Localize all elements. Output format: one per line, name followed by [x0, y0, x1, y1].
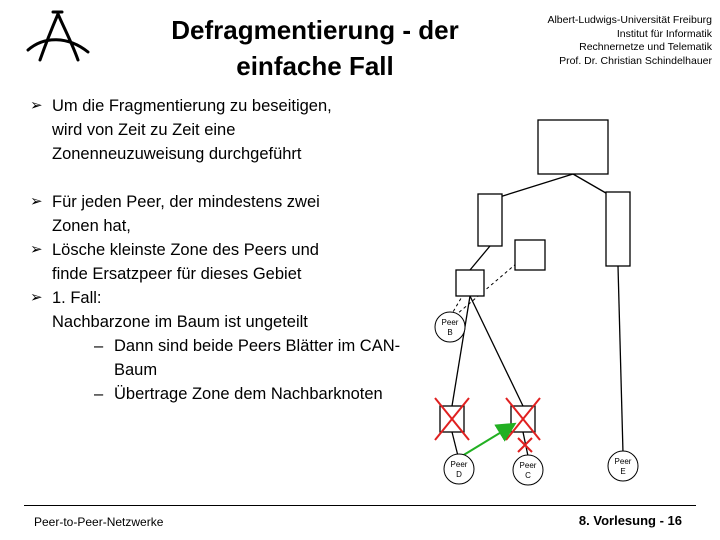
bullet-text-line: Für jeden Peer, der mindestens zwei — [52, 193, 320, 211]
svg-text:B: B — [447, 328, 453, 337]
arrow-bullet-icon: ➢ — [30, 289, 43, 306]
bullet-text-line: finde Ersatzpeer für dieses Gebiet — [52, 265, 302, 283]
bullet-item — [30, 94, 410, 166]
svg-text:Peer: Peer — [441, 318, 459, 327]
svg-text:C: C — [525, 471, 531, 480]
bullet-text-line: Um die Fragmentierung zu beseitigen, — [52, 97, 332, 115]
can-tree-diagram — [420, 110, 720, 500]
institution-line: Rechnernetze und Telematik — [579, 41, 712, 53]
sub-bullet-text-line: Dann sind beide Peers Blätter im CAN- — [114, 337, 401, 355]
footer-divider — [24, 505, 696, 506]
svg-text:D: D — [456, 470, 462, 479]
bullet-text-line: Nachbarzone im Baum ist ungeteilt — [52, 313, 308, 331]
tree-edge — [452, 432, 458, 456]
dash-bullet-icon: – — [94, 337, 104, 355]
dash-bullet-icon: – — [94, 385, 104, 403]
sub-bullet-item — [30, 334, 410, 382]
bullet-item — [30, 286, 410, 334]
zone-box-small — [515, 240, 545, 270]
slide-title — [130, 12, 500, 84]
zone-box-left — [478, 194, 502, 246]
svg-text:E: E — [620, 467, 626, 476]
zone-box-root — [538, 120, 608, 174]
zone-transfer-arrow — [462, 428, 508, 456]
zone-box-right — [606, 192, 630, 266]
sub-bullet-text-line: Baum — [114, 361, 158, 379]
svg-text:Peer: Peer — [519, 461, 537, 470]
title-line-1: Defragmentierung - der — [171, 15, 459, 45]
sub-bullet-text-line: Übertrage Zone dem Nachbarknoten — [114, 385, 383, 403]
bullet-item — [30, 190, 410, 238]
institution-line: Institut für Informatik — [616, 27, 712, 40]
arrow-bullet-icon: ➢ — [30, 193, 43, 210]
footer-course-title: Peer-to-Peer-Netzwerke — [34, 515, 164, 529]
peer-node-b — [435, 312, 465, 342]
peer-node-c — [513, 455, 543, 485]
bullet-text-line: Zonenneuzuweisung durchgeführt — [52, 145, 302, 163]
peer-node-d — [444, 454, 474, 484]
bullet-item — [30, 238, 410, 286]
bullet-text-line: 1. Fall: — [52, 289, 102, 307]
tree-edge — [470, 296, 523, 406]
arrow-bullet-icon: ➢ — [30, 241, 43, 258]
footer-page-number: 8. Vorlesung - 16 — [578, 513, 682, 528]
svg-text:Peer: Peer — [614, 457, 632, 466]
sub-bullet-item — [30, 382, 410, 406]
institution-block — [500, 14, 712, 68]
bullet-text-line: Zonen hat, — [52, 217, 131, 235]
bullet-text-line: Lösche kleinste Zone des Peers und — [52, 241, 319, 259]
university-logo — [22, 8, 92, 68]
zone-box-mid — [456, 270, 484, 296]
peer-node-e — [608, 451, 638, 481]
bullet-list — [30, 94, 410, 406]
svg-text:Peer: Peer — [450, 460, 468, 469]
institution-line: Albert-Ludwigs-Universität Freiburg — [547, 14, 712, 26]
title-line-2: einfache Fall — [236, 51, 394, 81]
bullet-text-line: wird von Zeit zu Zeit eine — [52, 121, 236, 139]
institution-line: Prof. Dr. Christian Schindelhauer — [559, 54, 712, 67]
deleted-leaf-2 — [506, 398, 540, 452]
arrow-bullet-icon: ➢ — [30, 97, 43, 114]
tree-edge — [618, 266, 623, 453]
tree-edge — [470, 246, 490, 270]
